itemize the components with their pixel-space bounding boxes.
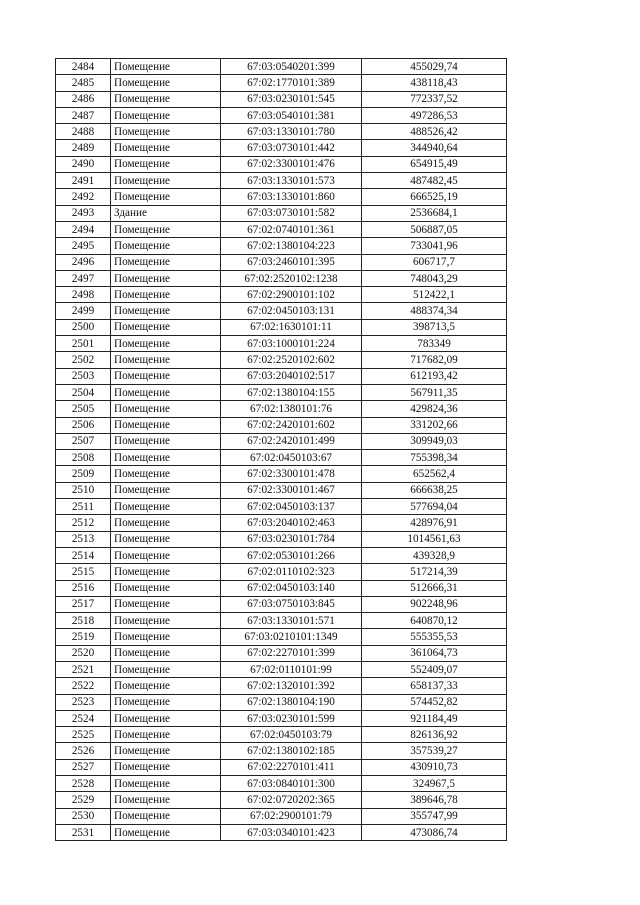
table-row [56, 710, 507, 726]
cadastral-value-cell: 577694,04 [362, 499, 507, 515]
cadastral-number-cell: 67:03:1330101:780 [221, 124, 362, 140]
table-row [56, 824, 507, 840]
cadastral-value-cell: 666638,25 [362, 482, 507, 498]
cadastral-number-cell: 67:02:0740101:361 [221, 221, 362, 237]
row-number-cell: 2488 [56, 124, 111, 140]
table-row [56, 776, 507, 792]
cadastral-value-cell: 654915,49 [362, 156, 507, 172]
object-type-cell: Помещение [111, 91, 221, 107]
object-type-cell: Помещение [111, 564, 221, 580]
table-row [56, 661, 507, 677]
cadastral-value-cell: 309949,03 [362, 433, 507, 449]
cadastral-value-cell: 733041,96 [362, 238, 507, 254]
cadastral-number-cell: 67:02:0110102:323 [221, 564, 362, 580]
table-row [56, 91, 507, 107]
cadastral-value-cell: 506887,05 [362, 221, 507, 237]
cadastral-number-cell: 67:02:1380102:185 [221, 743, 362, 759]
table-row [56, 287, 507, 303]
object-type-cell: Помещение [111, 319, 221, 335]
cadastral-value-cell: 652562,4 [362, 466, 507, 482]
row-number-cell: 2523 [56, 694, 111, 710]
object-type-cell: Помещение [111, 743, 221, 759]
table-row [56, 531, 507, 547]
cadastral-number-cell: 67:03:0340101:423 [221, 824, 362, 840]
row-number-cell: 2506 [56, 417, 111, 433]
row-number-cell: 2510 [56, 482, 111, 498]
object-type-cell: Помещение [111, 352, 221, 368]
cadastral-number-cell: 67:03:1330101:571 [221, 613, 362, 629]
row-number-cell: 2521 [56, 661, 111, 677]
cadastral-value-cell: 488374,34 [362, 303, 507, 319]
cadastral-value-cell: 612193,42 [362, 368, 507, 384]
object-type-cell: Помещение [111, 482, 221, 498]
table-row [56, 75, 507, 91]
cadastral-value-cell: 473086,74 [362, 824, 507, 840]
object-type-cell: Помещение [111, 59, 221, 75]
row-number-cell: 2520 [56, 645, 111, 661]
cadastral-number-cell: 67:03:2040102:463 [221, 515, 362, 531]
object-type-cell: Помещение [111, 547, 221, 563]
cadastral-number-cell: 67:02:2270101:411 [221, 759, 362, 775]
object-type-cell: Помещение [111, 238, 221, 254]
cadastral-value-cell: 748043,29 [362, 270, 507, 286]
cadastral-number-cell: 67:03:2460101:395 [221, 254, 362, 270]
row-number-cell: 2528 [56, 776, 111, 792]
registry-table [55, 58, 507, 841]
table-row [56, 596, 507, 612]
cadastral-number-cell: 67:02:0450103:137 [221, 499, 362, 515]
cadastral-number-cell: 67:02:0450103:140 [221, 580, 362, 596]
table-row [56, 515, 507, 531]
cadastral-value-cell: 455029,74 [362, 59, 507, 75]
cadastral-number-cell: 67:02:1320101:392 [221, 678, 362, 694]
object-type-cell: Здание [111, 205, 221, 221]
row-number-cell: 2507 [56, 433, 111, 449]
table-row [56, 205, 507, 221]
row-number-cell: 2522 [56, 678, 111, 694]
object-type-cell: Помещение [111, 678, 221, 694]
cadastral-value-cell: 428976,91 [362, 515, 507, 531]
cadastral-value-cell: 555355,53 [362, 629, 507, 645]
cadastral-number-cell: 67:03:0210101:1349 [221, 629, 362, 645]
registry-table-body [56, 59, 507, 841]
cadastral-value-cell: 658137,33 [362, 678, 507, 694]
object-type-cell: Помещение [111, 596, 221, 612]
table-row [56, 401, 507, 417]
row-number-cell: 2498 [56, 287, 111, 303]
cadastral-value-cell: 331202,66 [362, 417, 507, 433]
table-row [56, 368, 507, 384]
cadastral-value-cell: 717682,09 [362, 352, 507, 368]
row-number-cell: 2485 [56, 75, 111, 91]
table-row [56, 189, 507, 205]
table-row [56, 547, 507, 563]
cadastral-number-cell: 67:02:2270101:399 [221, 645, 362, 661]
table-row [56, 433, 507, 449]
cadastral-number-cell: 67:03:2040102:517 [221, 368, 362, 384]
cadastral-number-cell: 67:02:1380104:155 [221, 384, 362, 400]
row-number-cell: 2504 [56, 384, 111, 400]
cadastral-value-cell: 666525,19 [362, 189, 507, 205]
cadastral-number-cell: 67:02:0450103:67 [221, 450, 362, 466]
row-number-cell: 2517 [56, 596, 111, 612]
object-type-cell: Помещение [111, 336, 221, 352]
row-number-cell: 2503 [56, 368, 111, 384]
row-number-cell: 2512 [56, 515, 111, 531]
cadastral-number-cell: 67:02:0110101:99 [221, 661, 362, 677]
table-row [56, 107, 507, 123]
row-number-cell: 2527 [56, 759, 111, 775]
cadastral-value-cell: 398713,5 [362, 319, 507, 335]
cadastral-number-cell: 67:03:0540201:399 [221, 59, 362, 75]
row-number-cell: 2526 [56, 743, 111, 759]
object-type-cell: Помещение [111, 499, 221, 515]
object-type-cell: Помещение [111, 221, 221, 237]
table-row [56, 694, 507, 710]
object-type-cell: Помещение [111, 287, 221, 303]
table-row [56, 759, 507, 775]
object-type-cell: Помещение [111, 140, 221, 156]
row-number-cell: 2516 [56, 580, 111, 596]
table-row [56, 254, 507, 270]
cadastral-value-cell: 355747,99 [362, 808, 507, 824]
object-type-cell: Помещение [111, 645, 221, 661]
cadastral-value-cell: 512666,31 [362, 580, 507, 596]
row-number-cell: 2487 [56, 107, 111, 123]
cadastral-number-cell: 67:02:2900101:102 [221, 287, 362, 303]
object-type-cell: Помещение [111, 531, 221, 547]
cadastral-number-cell: 67:02:3300101:478 [221, 466, 362, 482]
cadastral-number-cell: 67:03:0540101:381 [221, 107, 362, 123]
object-type-cell: Помещение [111, 173, 221, 189]
cadastral-value-cell: 361064,73 [362, 645, 507, 661]
cadastral-value-cell: 640870,12 [362, 613, 507, 629]
object-type-cell: Помещение [111, 189, 221, 205]
table-row [56, 352, 507, 368]
table-row [56, 482, 507, 498]
object-type-cell: Помещение [111, 270, 221, 286]
cadastral-value-cell: 755398,34 [362, 450, 507, 466]
table-row [56, 564, 507, 580]
row-number-cell: 2524 [56, 710, 111, 726]
cadastral-value-cell: 487482,45 [362, 173, 507, 189]
cadastral-number-cell: 67:02:1630101:11 [221, 319, 362, 335]
object-type-cell: Помещение [111, 384, 221, 400]
cadastral-value-cell: 921184,49 [362, 710, 507, 726]
row-number-cell: 2489 [56, 140, 111, 156]
cadastral-number-cell: 67:02:2420101:602 [221, 417, 362, 433]
table-row [56, 645, 507, 661]
row-number-cell: 2493 [56, 205, 111, 221]
row-number-cell: 2531 [56, 824, 111, 840]
cadastral-value-cell: 1014561,63 [362, 531, 507, 547]
row-number-cell: 2518 [56, 613, 111, 629]
row-number-cell: 2502 [56, 352, 111, 368]
cadastral-number-cell: 67:03:1330101:573 [221, 173, 362, 189]
object-type-cell: Помещение [111, 694, 221, 710]
table-row [56, 319, 507, 335]
cadastral-value-cell: 344940,64 [362, 140, 507, 156]
object-type-cell: Помещение [111, 124, 221, 140]
cadastral-value-cell: 567911,35 [362, 384, 507, 400]
table-row [56, 156, 507, 172]
object-type-cell: Помещение [111, 156, 221, 172]
object-type-cell: Помещение [111, 792, 221, 808]
object-type-cell: Помещение [111, 759, 221, 775]
row-number-cell: 2490 [56, 156, 111, 172]
row-number-cell: 2525 [56, 727, 111, 743]
table-row [56, 140, 507, 156]
object-type-cell: Помещение [111, 580, 221, 596]
cadastral-number-cell: 67:02:1380104:190 [221, 694, 362, 710]
cadastral-number-cell: 67:03:0840101:300 [221, 776, 362, 792]
object-type-cell: Помещение [111, 303, 221, 319]
row-number-cell: 2505 [56, 401, 111, 417]
cadastral-value-cell: 783349 [362, 336, 507, 352]
object-type-cell: Помещение [111, 727, 221, 743]
table-row [56, 303, 507, 319]
cadastral-value-cell: 389646,78 [362, 792, 507, 808]
cadastral-value-cell: 488526,42 [362, 124, 507, 140]
cadastral-number-cell: 67:02:2420101:499 [221, 433, 362, 449]
cadastral-value-cell: 324967,5 [362, 776, 507, 792]
row-number-cell: 2491 [56, 173, 111, 189]
table-row [56, 59, 507, 75]
table-row [56, 499, 507, 515]
object-type-cell: Помещение [111, 710, 221, 726]
object-type-cell: Помещение [111, 629, 221, 645]
cadastral-number-cell: 67:03:1330101:860 [221, 189, 362, 205]
object-type-cell: Помещение [111, 433, 221, 449]
cadastral-number-cell: 67:02:3300101:476 [221, 156, 362, 172]
table-row [56, 173, 507, 189]
object-type-cell: Помещение [111, 613, 221, 629]
cadastral-number-cell: 67:03:0230101:784 [221, 531, 362, 547]
table-row [56, 450, 507, 466]
table-row [56, 808, 507, 824]
cadastral-number-cell: 67:02:2900101:79 [221, 808, 362, 824]
table-row [56, 238, 507, 254]
cadastral-value-cell: 430910,73 [362, 759, 507, 775]
row-number-cell: 2508 [56, 450, 111, 466]
cadastral-value-cell: 2536684,1 [362, 205, 507, 221]
cadastral-value-cell: 429824,36 [362, 401, 507, 417]
cadastral-number-cell: 67:02:1380101:76 [221, 401, 362, 417]
cadastral-value-cell: 826136,92 [362, 727, 507, 743]
cadastral-number-cell: 67:02:0450103:131 [221, 303, 362, 319]
table-row [56, 466, 507, 482]
object-type-cell: Помещение [111, 808, 221, 824]
cadastral-number-cell: 67:02:2520102:602 [221, 352, 362, 368]
table-row [56, 124, 507, 140]
object-type-cell: Помещение [111, 776, 221, 792]
row-number-cell: 2515 [56, 564, 111, 580]
cadastral-value-cell: 497286,53 [362, 107, 507, 123]
object-type-cell: Помещение [111, 661, 221, 677]
cadastral-number-cell: 67:02:0720202:365 [221, 792, 362, 808]
object-type-cell: Помещение [111, 401, 221, 417]
row-number-cell: 2499 [56, 303, 111, 319]
object-type-cell: Помещение [111, 254, 221, 270]
cadastral-number-cell: 67:02:2520102:1238 [221, 270, 362, 286]
row-number-cell: 2519 [56, 629, 111, 645]
cadastral-value-cell: 902248,96 [362, 596, 507, 612]
object-type-cell: Помещение [111, 417, 221, 433]
table-row [56, 743, 507, 759]
cadastral-value-cell: 517214,39 [362, 564, 507, 580]
cadastral-number-cell: 67:02:1770101:389 [221, 75, 362, 91]
object-type-cell: Помещение [111, 466, 221, 482]
row-number-cell: 2497 [56, 270, 111, 286]
row-number-cell: 2500 [56, 319, 111, 335]
table-row [56, 270, 507, 286]
table-row [56, 336, 507, 352]
cadastral-number-cell: 67:02:0530101:266 [221, 547, 362, 563]
cadastral-number-cell: 67:02:0450103:79 [221, 727, 362, 743]
row-number-cell: 2529 [56, 792, 111, 808]
cadastral-value-cell: 512422,1 [362, 287, 507, 303]
cadastral-number-cell: 67:03:0230101:599 [221, 710, 362, 726]
row-number-cell: 2513 [56, 531, 111, 547]
cadastral-value-cell: 606717,7 [362, 254, 507, 270]
table-row [56, 613, 507, 629]
row-number-cell: 2514 [56, 547, 111, 563]
row-number-cell: 2509 [56, 466, 111, 482]
cadastral-value-cell: 574452,82 [362, 694, 507, 710]
object-type-cell: Помещение [111, 515, 221, 531]
row-number-cell: 2530 [56, 808, 111, 824]
cadastral-number-cell: 67:03:0730101:582 [221, 205, 362, 221]
row-number-cell: 2486 [56, 91, 111, 107]
cadastral-number-cell: 67:03:0230101:545 [221, 91, 362, 107]
row-number-cell: 2495 [56, 238, 111, 254]
table-row [56, 727, 507, 743]
table-row [56, 221, 507, 237]
cadastral-value-cell: 772337,52 [362, 91, 507, 107]
table-row [56, 792, 507, 808]
cadastral-value-cell: 357539,27 [362, 743, 507, 759]
row-number-cell: 2501 [56, 336, 111, 352]
object-type-cell: Помещение [111, 450, 221, 466]
row-number-cell: 2496 [56, 254, 111, 270]
row-number-cell: 2492 [56, 189, 111, 205]
table-row [56, 417, 507, 433]
cadastral-number-cell: 67:03:1000101:224 [221, 336, 362, 352]
cadastral-value-cell: 438118,43 [362, 75, 507, 91]
table-row [56, 384, 507, 400]
object-type-cell: Помещение [111, 368, 221, 384]
cadastral-number-cell: 67:03:0730101:442 [221, 140, 362, 156]
table-row [56, 580, 507, 596]
row-number-cell: 2494 [56, 221, 111, 237]
table-row [56, 629, 507, 645]
cadastral-number-cell: 67:03:0750103:845 [221, 596, 362, 612]
cadastral-value-cell: 439328,9 [362, 547, 507, 563]
object-type-cell: Помещение [111, 107, 221, 123]
cadastral-number-cell: 67:02:3300101:467 [221, 482, 362, 498]
object-type-cell: Помещение [111, 824, 221, 840]
cadastral-value-cell: 552409,07 [362, 661, 507, 677]
row-number-cell: 2511 [56, 499, 111, 515]
object-type-cell: Помещение [111, 75, 221, 91]
cadastral-number-cell: 67:02:1380104:223 [221, 238, 362, 254]
table-row [56, 678, 507, 694]
row-number-cell: 2484 [56, 59, 111, 75]
